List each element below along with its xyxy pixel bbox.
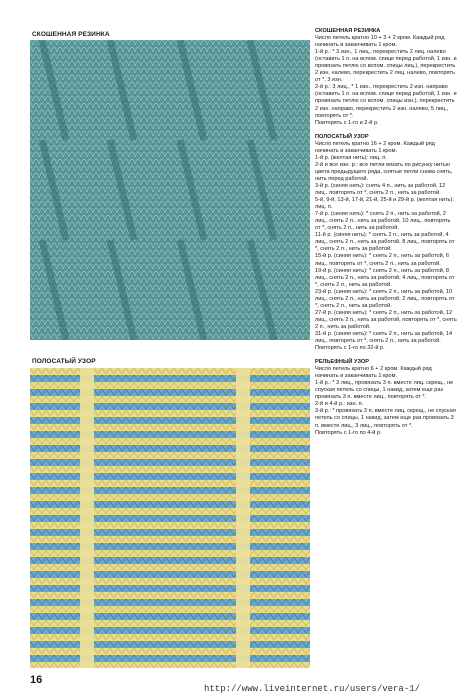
knit-photo-striped [30, 368, 310, 668]
section-relief [315, 359, 457, 437]
section-body: Число петель кратно 10 + 3 + 2 кром. Каждый ряд начинать и заканчивать 1 кром. 1-й р.: * 3 изн., 1 лиц., перекрестить 2 лиц. налево (оставить 1 п. на вспом. спице перед работой, 1 изн. и провязать петлю со вспом. спицы лиц.), перекрестить 2 изн. налево, перекрестить 2 лиц. налево, повторять от *, 3 изн. 2-й р.: 3 лиц., * 1 изн., перекрестить 2 изн. направо (оставить 1 п. на вспом. спице перед работой, 1 изн. и провязать петлю со вспом. спицы изн.), перекрестить 2 изн. направо, перекрестить 2 изн. налево, 5 лиц., повторять от *. Повторять с 1-го и 2-й р. [315, 35, 457, 126]
section-title: РЕЛЬЕФНЫЙ УЗОР [315, 359, 369, 366]
section-title: ПОЛОСАТЫЙ УЗОР [315, 133, 369, 140]
knitted-ribbing-photo [30, 40, 310, 340]
section-body: Число петель кратно 16 + 2 кром. Каждый ряд начинать и заканчивать 1 кром. 1-й р. (желтая нить): лиц. п. 2-й и все изн. р.: все петли вязать по рисунку нитью цвета предыдущего ряда, снятые петли снова снять, нить перед работой. 3-й р. (синяя нить): снять 4 п., нить за работой, 12 лиц., повторять от *, снять 2 п., нить за работой. 5-й, 9-й, 13-й, 17-й, 21-й, 25-й и 29-й р. (желтая нить): лиц. п. 7-й р. (синяя нить): * снять 2 п., нить за работой, 2 лиц., снять 2 п., нить за работой, 10 лиц., повторять от *, снять 2 п., нить за работой. 11-й р. (синяя нить): * снять 2 п., нить за работой, 4 лиц., снять 2 п., нить за работой, 8 лиц., повторять от *, снять 2 п., нить за работой. 15-й р. (синяя нить): * снять 2 п., нить за работой, 6 лиц., повторять от *, снять 2 п., нить за работой. 19-й р. (синяя нить): * снять 2 п., нить за работой, 8 лиц., снять 2 п., нить за работой, 4 лиц., повторять от *, снять 2 п., нить за работой. 23-й р. (синяя нить): * снять 2 п., нить за работой, 10 лиц., снять 2 п., нить за работой, 2 лиц., повторять от *, снять 2 п., нить за работой. 27-й р. (синяя нить): * снять 2 п., нить за работой, 12 лиц., снять 2 п., нить за работой, повторять от *, снять 2 п., нить за работой. 31-й р. (синяя нить): * снять 2 п., нить за работой, 14 лиц., повторять от *, снять 2 п., нить за работой. Повторять с 1-го по 32-й р. [315, 140, 457, 352]
photo-label-slanted-rib: СКОШЕННАЯ РЕЗИНКА [32, 31, 110, 38]
section-body: Число петель кратно 6 + 2 кром. Каждый ряд начинать и заканчивать 1 кром. 1-й р.: * 3 лиц., провязать 3 п. вместе лиц. скрещ., не спуская петель со спицы, 1 накид, затем еще раз провязать 3 п. вместе лиц., повторять от *. 2-й и 4-й р.: изн. п. 3-й р.: * провязать 3 п. вместе лиц. скрещ., не спуская петель со спицы, 1 накид, затем еще раз провязать 3 п. вместе лиц., 3 лиц., повторять от *. Повторять с 1-го по 4-й р. [315, 366, 456, 436]
section-title: СКОШЕННАЯ РЕЗИНКА [315, 28, 381, 34]
page-number: 16 [30, 674, 43, 686]
section-slanted-rib [315, 28, 457, 127]
knit-photo-slanted-rib [30, 40, 310, 340]
source-url: http://www.liveinternet.ru/users/vera-1/ [204, 684, 421, 694]
section-striped [315, 134, 457, 352]
instructions-column [315, 28, 457, 444]
photo-label-striped: ПОЛОСАТЫЙ УЗОР [32, 358, 96, 365]
striped-knit-photo [30, 368, 310, 668]
